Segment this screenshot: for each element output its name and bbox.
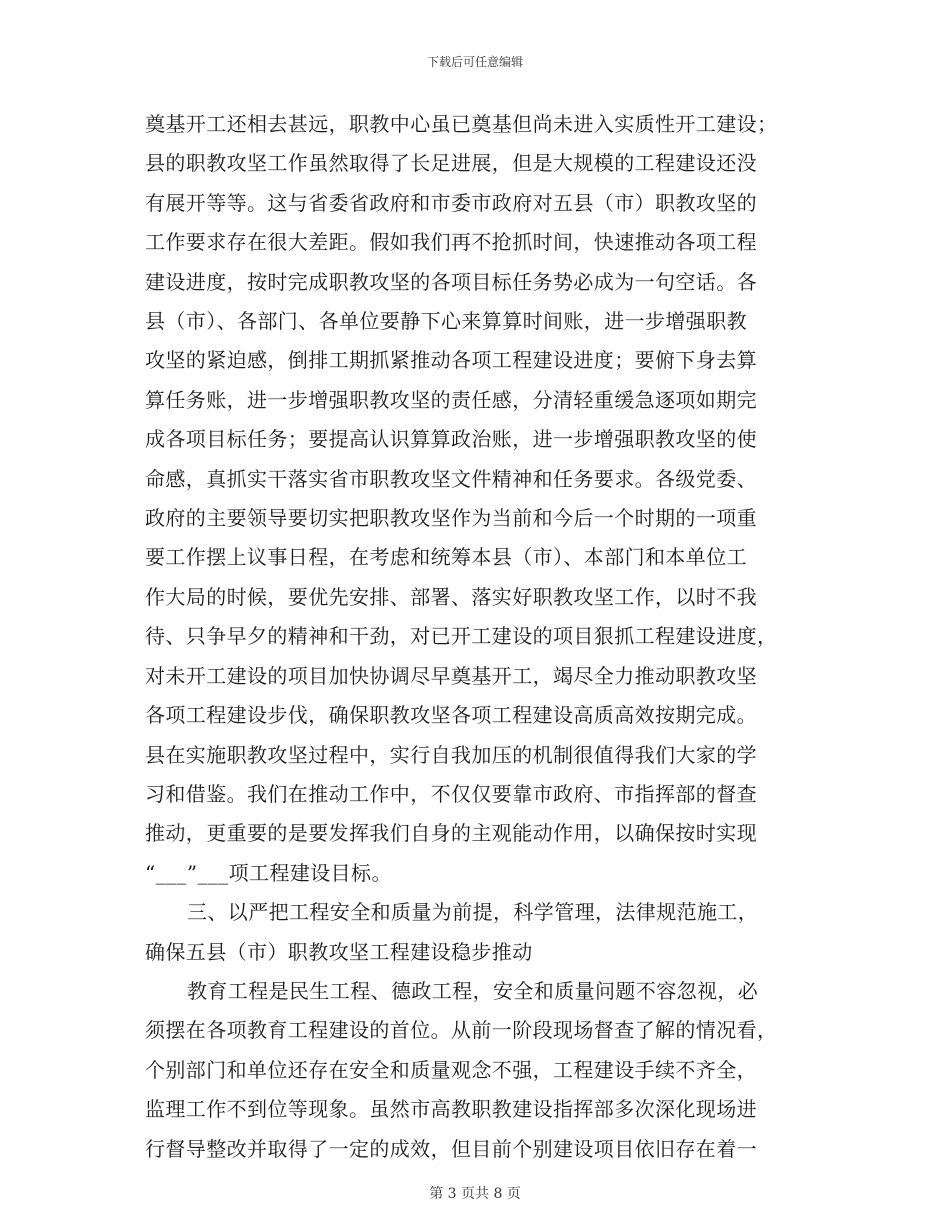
text-line: 要工作摆上议事日程，在考虑和统筹本县（市）、本部门和本单位工 [145,545,747,570]
text-line: 监理工作不到位等现象。虽然市高教职教建设指挥部多次深化现场进 [145,1097,757,1122]
section-heading-line: 三、以严把工程安全和质量为前提，科学管理，法律规范施工， [187,900,759,925]
section-heading-line: 确保五县（市）职教攻坚工程建设稳步推动 [145,939,533,964]
text-line: 县（市）、各部门、各单位要静下心来算算时间账，进一步增强职教 [145,309,747,334]
page-header-note: 下载后可任意编辑 [426,55,523,69]
text-line: 命感，真抓实干落实省市职教攻坚文件精神和任务要求。各级党委、 [145,466,757,491]
text-line: “___”___项工程建设目标。 [145,860,392,885]
text-line: 待、只争早夕的精神和干劲，对已开工建设的项目狠抓工程建设进度， [145,624,778,649]
text-line: 有展开等等。这与省委省政府和市委市政府对五县（市）职教攻坚的 [145,190,757,215]
text-line: 行督导整改并取得了一定的成效，但目前个别建设项目依旧存在着一 [145,1136,757,1161]
text-line: 各项工程建设步伐，确保职教攻坚各项工程建设高质高效按期完成。 [145,703,757,728]
text-line: 作大局的时候，要优先安排、部署、落实好职教攻坚工作，以时不我 [145,584,757,609]
text-line: 奠基开工还相去甚远，职教中心虽已奠基但尚未进入实质性开工建设； [145,112,778,136]
text-line: 县在实施职教攻坚过程中，实行自我加压的机制很值得我们大家的学 [145,742,757,767]
text-line: 县的职教攻坚工作虽然取得了长足进展，但是大规模的工程建设还没 [145,151,757,176]
text-line: 工作要求存在很大差距。假如我们再不抢抓时间，快速推动各项工程 [145,230,757,255]
text-line: 须摆在各项教育工程建设的首位。从前一阶段现场督查了解的情况看， [145,1018,778,1043]
text-line: 建设进度，按时完成职教攻坚的各项目标任务势必成为一句空话。各 [145,269,757,294]
text-line: 推动，更重要的是要发挥我们自身的主观能动作用，以确保按时实现 [145,821,757,846]
text-line: 攻坚的紧迫感，倒排工期抓紧推动各项工程建设进度；要俯下身去算 [145,348,757,373]
text-line: 成各项目标任务；要提高认识算算政治账，进一步增强职教攻坚的使 [145,427,757,452]
text-line: 个别部门和单位还存在安全和质量观念不强，工程建设手续不齐全， [145,1057,757,1082]
text-line: 习和借鉴。我们在推动工作中，不仅仅要靠市政府、市指挥部的督查 [145,781,757,806]
text-line: 对未开工建设的项目加快协调尽早奠基开工，竭尽全力推动职教攻坚 [145,663,757,688]
text-line: 算任务账，进一步增强职教攻坚的责任感，分清轻重缓急逐项如期完 [145,387,757,412]
text-line: 政府的主要领导要切实把职教攻坚作为当前和今后一个时期的一项重 [145,506,757,531]
page-number: 第 3 页共 8 页 [429,1186,521,1202]
document-body [145,105,805,1169]
text-line: 教育工程是民生工程、德政工程，安全和质量问题不容忽视，必 [187,978,759,1003]
